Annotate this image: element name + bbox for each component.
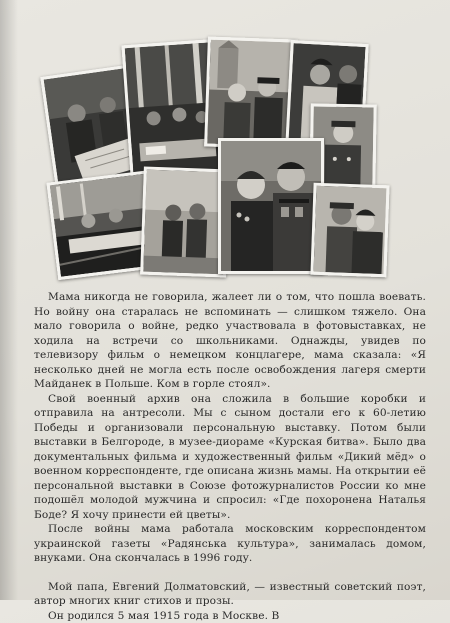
paragraph-2: Свой военный архив она сложила в большие коробки и отправила на антресоли. Мы с сыном достали его к 60-летию Победы и организовали персональную выставку. Потом были выставки в Белгороде, в музее-диораме «Курская битва». Было два документальных фильма и художественный фильм «Дикий мёд» о военном корреспонденте, где описана жизнь мамы. На открытии её персональной выставки в Союзе фотожурналистов России ко мне подошёл молодой мужчина и спросил: «Где похоронена Наталья Боде? Я хочу принести ей цветы». <box>34 392 426 523</box>
photo-central-couple <box>218 138 324 274</box>
body-text <box>34 290 426 623</box>
paragraph-4: Мой папа, Евгений Долматовский, — известный советский поэт, автор многих книг стихов и прозы. <box>34 580 426 609</box>
photo-couple-church <box>204 36 298 149</box>
photo-collage <box>0 0 450 290</box>
paragraph-3: После войны мама работала московским корреспондентом украинской газеты «Радянська культура», занималась домом, внуками. Она скончалась в 1996 году. <box>34 522 426 566</box>
paragraph-5: Он родился 5 мая 1915 года в Москве. В <box>34 609 426 623</box>
photo-laughing-officers <box>310 183 389 278</box>
photo-two-officers <box>140 167 230 278</box>
paragraph-1: Мама никогда не говорила, жалеет ли о том, что пошла воевать. Но войну она старалась не вспоминать — слишком тяжело. Она мало говорила о войне, редко участвовала в фотовыставках, не ходила на встречи со школьниками. Однажды, увидев по телевизору фильм о немецком концлагере, мама сказала: «Я несколько дней не могла есть после освобождения лагеря смерти Майданек в Польше. Ком в горле стоял». <box>34 290 426 392</box>
